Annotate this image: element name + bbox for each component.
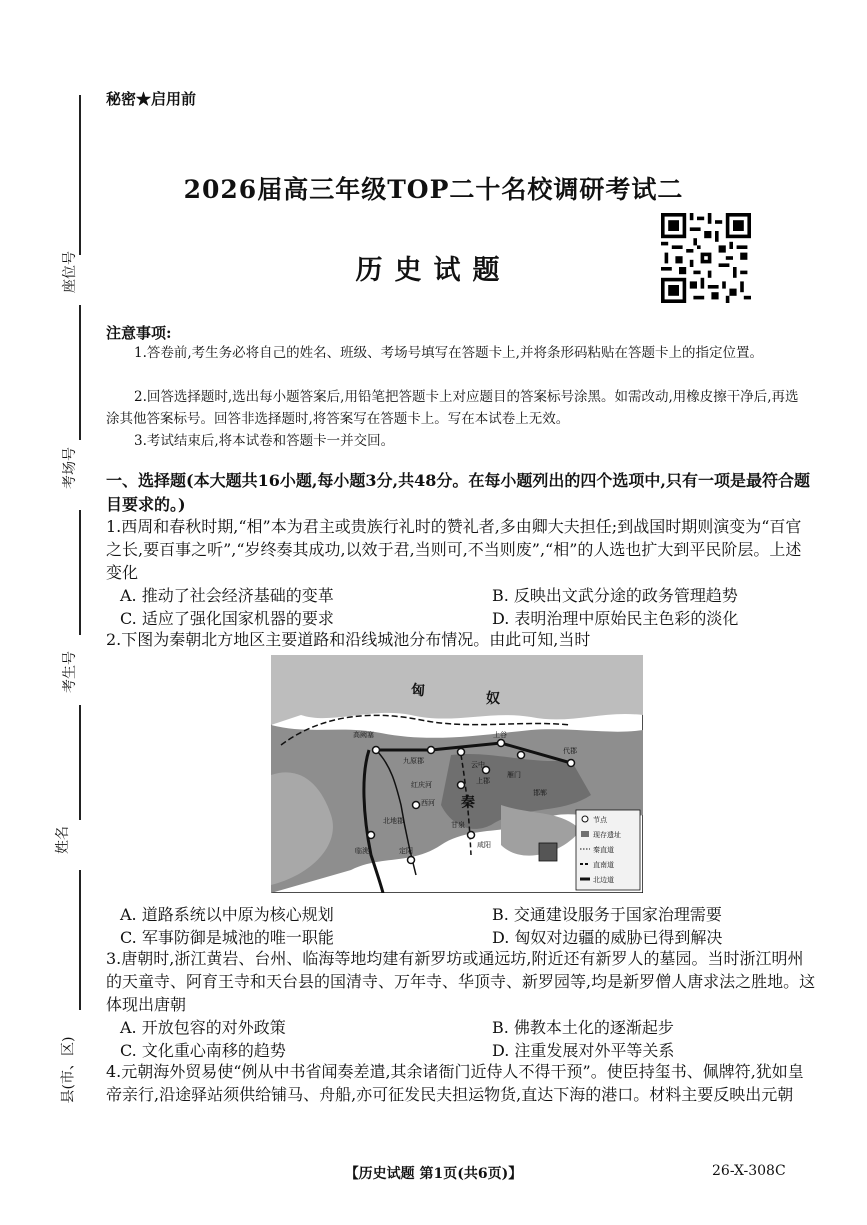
student-number-label: 考生号 (62, 651, 78, 693)
q3-option-c[interactable]: C. 文化重心南移的趋势 (120, 1041, 286, 1060)
question-4-stem: 4.元朝海外贸易使“例从中书省闻奏差遣,其余诸衙门近侍人不得干预”。使臣持玺书、佩牌符,犹如皇帝亲行,沿途驿站须供给铺马、舟船,亦可征发民夫担运物货,直达下海的港口。材料主要反映出元朝 (106, 1062, 804, 1104)
paper-code: 26-X-308C (712, 1163, 786, 1179)
map-label-gaoque: 高阙塞 (353, 731, 374, 739)
map-label-lintao: 临洮 (355, 847, 369, 855)
q2-option-b[interactable]: B. 交通建设服务于国家治理需要 (492, 905, 722, 924)
margin-line (79, 870, 81, 1010)
notice-item: 3.考试结束后,将本试卷和答题卡一并交回。 (134, 433, 395, 449)
notice-item: 1.答卷前,考生务必将自己的姓名、班级、考场号填写在答题卡上,并将条形码粘贴在答题卡上的指定位置。 (134, 345, 763, 361)
question-3-stem: 3.唐朝时,浙江黄岩、台州、临海等地均建有新罗坊或通远坊,附近还有新罗人的墓园。当时浙江明州的天童寺、阿育王寺和天台县的国清寺、万年寺、华顶寺、新罗园等,均是新罗僧人唐求法之胜地。这体现出唐朝 (106, 949, 816, 1014)
map-label-xiongnu-b: 奴 (486, 691, 500, 707)
map-label-qin: 秦 (461, 795, 475, 811)
margin-line (79, 510, 81, 635)
legend-qin-zhidao: 秦直道 (593, 846, 614, 854)
map-label-xiongnu-a: 匈 (411, 683, 425, 699)
exam-room-label: 考场号 (62, 447, 78, 489)
q2-option-d[interactable]: D. 匈奴对边疆的威胁已得到解决 (492, 928, 723, 947)
q1-option-d[interactable]: D. 表明治理中原始民主色彩的淡化 (492, 609, 739, 628)
notice-item: 2.回答选择题时,选出每小题答案后,用铅笔把答题卡上对应题目的答案标号涂黑。如需改动,用橡皮擦干净后,再选涂其他答案标号。回答非选择题时,将答案写在答题卡上。写在本试卷上无效。 (106, 389, 799, 427)
q1-option-a[interactable]: A. 推动了社会经济基础的变革 (120, 586, 334, 605)
inset-map-icon (539, 843, 557, 861)
qin-north-roads-map (271, 655, 643, 893)
map-label-xianyang: 咸阳 (477, 841, 491, 849)
page-footer: 【历史试题 第1页(共6页)】 (344, 1166, 523, 1182)
name-label: 姓名 (55, 826, 71, 854)
county-label: 县(市、区) (60, 1036, 77, 1104)
map-label-xihe: 西河 (421, 799, 435, 807)
legend-zhinan-dao: 直南道 (593, 861, 614, 869)
exam-title: 2026届高三年级TOP二十名校调研考试二 (183, 175, 684, 204)
legend-node: 节点 (593, 816, 607, 824)
notice-heading: 注意事项: (106, 324, 172, 342)
map-label-jiuyuan: 九原郡 (403, 757, 424, 765)
map-label-yunzhong: 云中 (471, 761, 485, 769)
q2-option-a[interactable]: A. 道路系统以中原为核心规划 (120, 905, 334, 924)
map-label-shanggu: 上谷 (493, 731, 507, 739)
margin-line (79, 305, 81, 440)
map-label-yanmen: 雁门 (507, 771, 521, 779)
q3-option-d[interactable]: D. 注重发展对外平等关系 (492, 1041, 675, 1060)
q2-option-c[interactable]: C. 军事防御是城池的唯一职能 (120, 928, 334, 947)
map-label-dingyang: 定阳 (399, 847, 413, 855)
section-heading: 一、选择题(本大题共16小题,每小题3分,共48分。在每小题列出的四个选项中,只有一项是最符合题目要求的。) (106, 471, 810, 514)
q3-option-b[interactable]: B. 佛教本土化的逐渐起步 (492, 1018, 674, 1037)
question-1-stem: 1.西周和春秋时期,“相”本为君主或贵族行礼时的赞礼者,多由卿大夫担任;到战国时期则演变为“百官之长,要百事之听”,“岁终奏其成功,以效于君,当则可,不当则废”,“相”的人选也扩大到平民阶层。上述变化 (106, 517, 802, 582)
map-label-daijun: 代郡 (563, 747, 577, 755)
legend-beibian-dao: 北边道 (593, 876, 614, 884)
secret-mark: 秘密★启用前 (106, 90, 197, 108)
subject-title: 历史试题 (355, 255, 512, 286)
margin-line (79, 705, 81, 820)
q1-option-c[interactable]: C. 适应了强化国家机器的要求 (120, 609, 334, 628)
map-label-beidi: 北地郡 (383, 817, 404, 825)
seat-number-label: 座位号 (62, 251, 78, 293)
q3-option-a[interactable]: A. 开放包容的对外政策 (120, 1018, 286, 1037)
qr-code-icon (661, 213, 751, 303)
map-label-hongqing: 红庆河 (411, 781, 432, 789)
map-label-ganquan: 甘泉 (451, 821, 465, 829)
map-label-handan: 邯郸 (533, 789, 547, 797)
question-2-stem: 2.下图为秦朝北方地区主要道路和沿线城池分布情况。由此可知,当时 (106, 630, 591, 649)
legend-site: 现存遗址 (593, 831, 621, 839)
map-label-shangjun: 上郡 (476, 777, 490, 785)
q1-option-b[interactable]: B. 反映出文武分途的政务管理趋势 (492, 586, 738, 605)
